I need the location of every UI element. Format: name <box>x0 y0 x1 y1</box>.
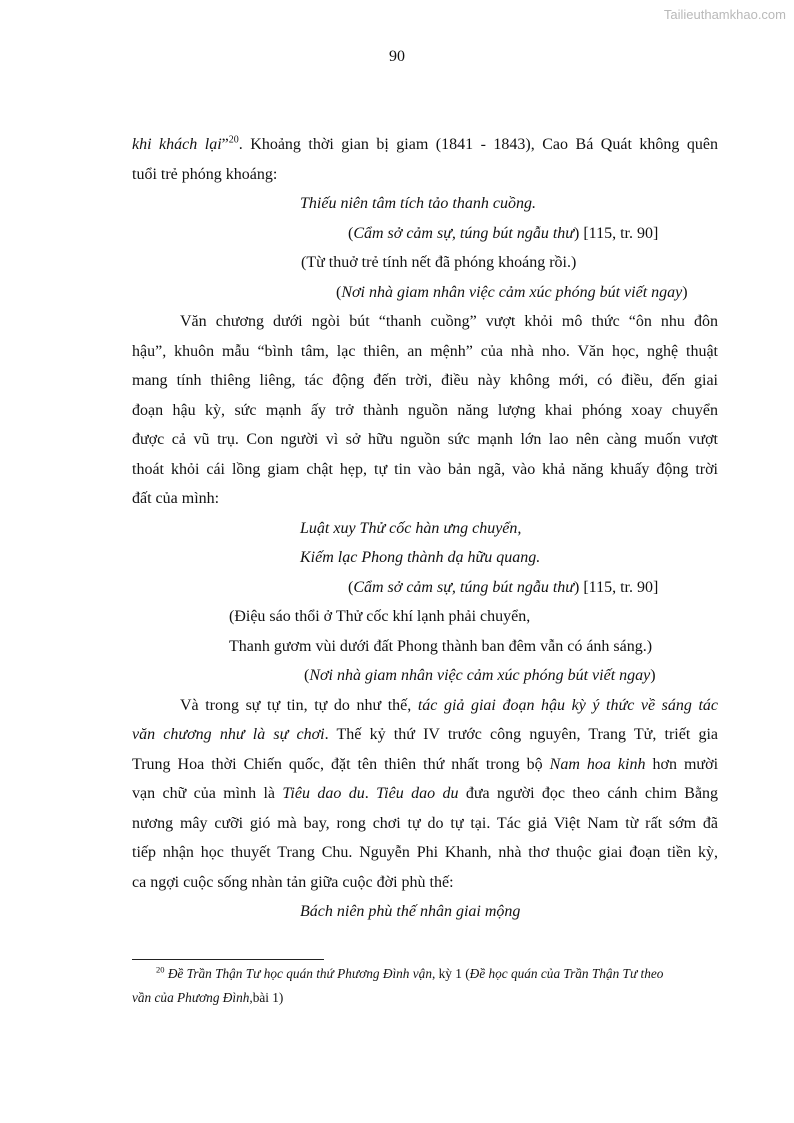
quote-mark: ” <box>221 136 229 153</box>
paragraph-line: hậu”, khuôn mẫu “bình tâm, lạc thiên, an mệnh” của nhà nho. Văn học, nghệ thuật <box>132 342 718 360</box>
poem-verse-text: Luật xuy Thử cốc hàn ưng chuyển, <box>300 519 522 537</box>
paragraph-line: được cả vũ trụ. Con người vì sở hữu nguồn sức mạnh lớn lao nên càng muốn vượt <box>132 431 718 448</box>
paragraph-line: đất của mình: <box>132 490 220 507</box>
paragraph-line <box>132 130 718 160</box>
paragraph-line: Trung Hoa thời Chiến quốc, đặt tên thiên thứ nhất trong bộ Nam hoa kinh hơn mười <box>132 755 719 773</box>
poem-verse <box>132 189 718 219</box>
translation-source <box>132 661 718 691</box>
poem-verse <box>132 514 718 544</box>
translation-source-text: (Nơi nhà giam nhân việc cảm xúc phóng bút viết ngay) <box>304 667 656 684</box>
document-body <box>132 130 718 927</box>
footnote-ref[interactable]: 20 <box>228 134 239 146</box>
footnote <box>132 962 720 1010</box>
paragraph-line: thoát khỏi cái lồng giam chật hẹp, tự tin vào bản ngã, vào khả năng khuấy động trời <box>132 460 718 478</box>
paragraph-line: tiếp nhận học thuyết Trang Chu. Nguyễn Phi Khanh, nhà thơ thuộc giai đoạn tiền kỳ, <box>132 844 718 861</box>
translation-source-text: (Nơi nhà giam nhân việc cảm xúc phóng bút viết ngay) <box>336 283 688 301</box>
italic-phrase: khi khách lại <box>132 136 222 153</box>
paragraph-line: đoạn hậu kỳ, sức mạnh ấy trở thành nguồn năng lượng khai phóng xoay chuyển <box>132 401 718 419</box>
poem-verse-text: Thiếu niên tâm tích tảo thanh cuồng. <box>300 195 536 212</box>
footnote-number: 20 <box>156 964 165 975</box>
poem-verse-text: Kiếm lạc Phong thành dạ hữu quang. <box>300 549 541 566</box>
footnote-line: $^{20}$ Đề Trần Thận Tư học quán thứ Phương Đình vận, kỳ 1 (Đề học quán của Trần Thận Tư theo <box>156 964 664 981</box>
poem-translation <box>132 602 718 632</box>
poem-verse-text: Bách niên phù thế nhân giai mộng <box>300 903 521 920</box>
page-number: 90 <box>389 48 405 65</box>
footnote-divider <box>132 959 324 960</box>
poem-source-text: (Cẩm sở cảm sự, túng bút ngẫu thư) [115, tr. 90] <box>348 224 659 242</box>
poem-translation-text: (Điệu sáo thổi ở Thử cốc khí lạnh phải chuyển, <box>229 608 531 625</box>
paragraph-line: Văn chương dưới ngòi bút “thanh cuồng” vượt khỏi mô thức “ôn nhu đôn <box>180 313 718 330</box>
watermark: Tailieuthamkhao.com <box>663 7 786 22</box>
paragraph-line: văn chương như là sự chơi. Thế kỷ thứ IV trước công nguyên, Trang Tử, triết gia <box>132 726 719 743</box>
poem-translation-text: Thanh gươm vùi dưới đất Phong thành ban đêm vẫn có ánh sáng.) <box>229 637 653 655</box>
paragraph-line <box>132 160 718 190</box>
poem-translation <box>132 248 718 278</box>
paragraph-line: mang tính thiêng liêng, tác động đến trời, điều này không mới, có điều, đến giai <box>132 372 718 389</box>
poem-translation <box>132 632 718 662</box>
paragraph-line: vạn chữ của mình là Tiêu dao du. Tiêu dao du đưa người đọc theo cánh chim Bằng <box>132 785 719 802</box>
translation-source <box>132 278 718 308</box>
paragraph-text: . Khoảng thời gian bị giam (1841 - 1843), Cao Bá Quát không quên <box>238 136 719 153</box>
paragraph-text: tuổi trẻ phóng khoáng: <box>132 165 278 183</box>
paragraph-line: Và trong sự tự tin, tự do như thế, tác giả giai đoạn hậu kỳ ý thức về sáng tác <box>180 696 719 714</box>
poem-verse <box>132 897 718 927</box>
poem-source <box>132 573 718 603</box>
paragraph-line: ca ngợi cuộc sống nhàn tản giữa cuộc đời phù thế: <box>132 873 454 891</box>
paragraph-line: nương mây cưỡi gió mà bay, rong chơi tự do tự tại. Tác giả Việt Nam từ rất sớm đã <box>132 814 718 832</box>
poem-translation-text: (Từ thuở trẻ tính nết đã phóng khoáng rồi.) <box>301 254 577 271</box>
footnote-line: vần của Phương Đình,bài 1) <box>132 990 284 1005</box>
poem-source <box>132 219 718 249</box>
poem-source-text: (Cẩm sở cảm sự, túng bút ngẫu thư) [115, tr. 90] <box>348 578 659 596</box>
poem-verse <box>132 543 718 573</box>
